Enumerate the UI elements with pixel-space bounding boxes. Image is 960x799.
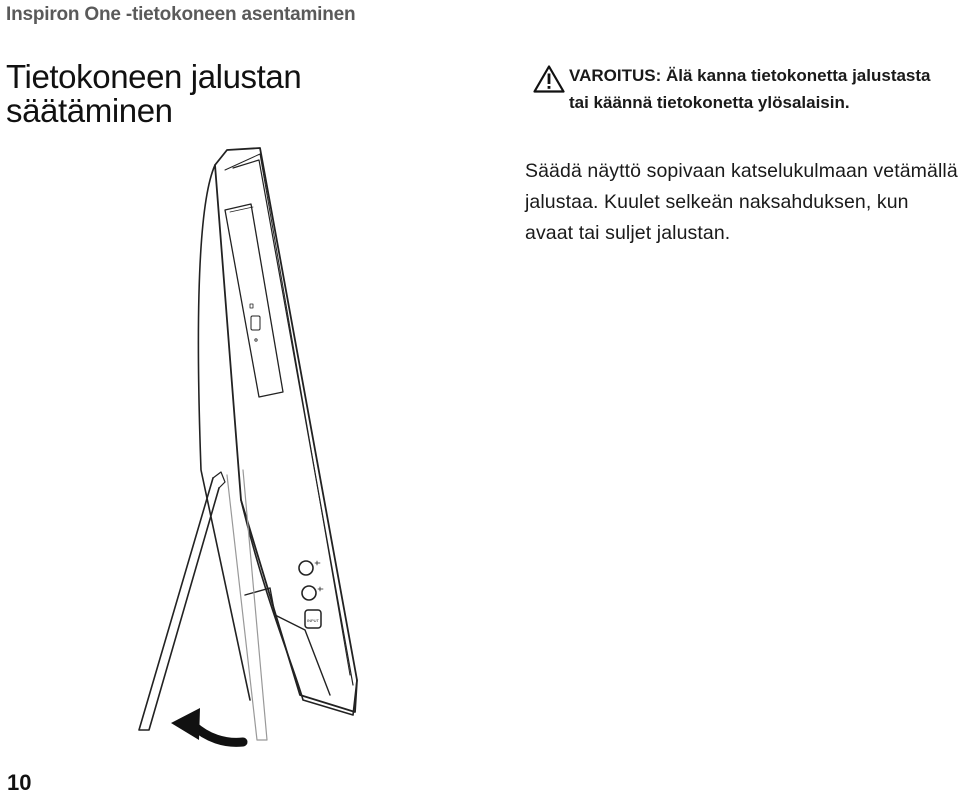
section-title (6, 60, 301, 128)
computer-side-view (125, 140, 375, 765)
warning-note (533, 62, 953, 116)
warning-body: Älä kanna tietokonetta jalustasta tai käännä tietokonetta ylösalaisin. (569, 66, 931, 112)
page-number: 10 (7, 770, 32, 795)
warning-label: VAROITUS: (569, 66, 662, 85)
rotate-arrow-icon (171, 708, 243, 742)
chapter-header: Inspiron One -tietokoneen asentaminen (6, 4, 356, 25)
section-title-line2: säätäminen (6, 92, 173, 129)
section-title-line1: Tietokoneen jalustan (6, 58, 302, 95)
instruction-text: Säädä näyttö sopivaan katselukulmaan vetämällä jalustaa. Kuulet selkeän naksahduksen, kun avaat tai suljet jalustan. (525, 160, 958, 244)
warning-text (533, 62, 953, 116)
warning-triangle-icon (533, 65, 565, 93)
input-button-label: INPUT (307, 618, 319, 623)
